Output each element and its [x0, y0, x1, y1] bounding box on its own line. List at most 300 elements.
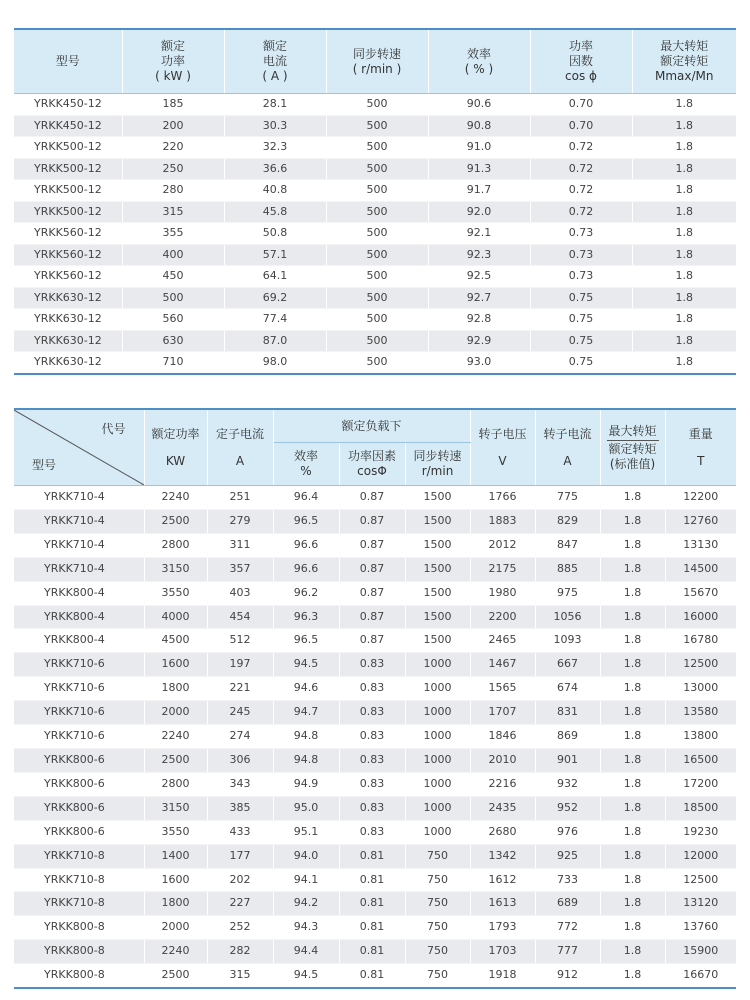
table-header-row	[14, 29, 736, 94]
table-row	[14, 533, 736, 557]
cell-torque-ratio: 1.8	[632, 244, 736, 266]
cell-rotor-current: 952	[535, 796, 600, 820]
motor-spec-table-multi-pole	[14, 408, 736, 989]
cell-current: 28.1	[224, 94, 326, 116]
cell-power-factor: 0.75	[530, 330, 632, 352]
cell-rotor-current: 869	[535, 725, 600, 749]
cell-model: YRKK800-6	[14, 796, 144, 820]
cell-stator-current: 343	[207, 772, 273, 796]
cell-torque-ratio: 1.8	[600, 964, 665, 988]
cell-model: YRKK710-8	[14, 844, 144, 868]
cell-efficiency: 92.7	[428, 287, 530, 309]
cell-torque-ratio: 1.8	[600, 653, 665, 677]
cell-power: 710	[122, 352, 224, 374]
table-row	[14, 581, 736, 605]
cell-power-factor: 0.83	[339, 701, 405, 725]
cell-torque-ratio: 1.8	[600, 796, 665, 820]
table-body	[14, 94, 736, 374]
header-torque-ratio: 最大转矩 额定转矩 Mmax/Mn	[632, 29, 736, 94]
cell-model: YRKK710-4	[14, 557, 144, 581]
cell-speed: 500	[326, 266, 428, 288]
cell-stator-current: 311	[207, 533, 273, 557]
cell-rotor-voltage: 1918	[470, 964, 535, 988]
cell-rotor-current: 772	[535, 916, 600, 940]
cell-rotor-voltage: 1467	[470, 653, 535, 677]
table-row	[14, 964, 736, 988]
cell-power: 220	[122, 137, 224, 159]
cell-rotor-current: 975	[535, 581, 600, 605]
cell-model: YRKK800-4	[14, 605, 144, 629]
cell-power-factor: 0.72	[530, 201, 632, 223]
table-row	[14, 201, 736, 223]
cell-efficiency: 96.6	[273, 557, 339, 581]
cell-stator-current: 252	[207, 916, 273, 940]
header-model: 型号	[14, 29, 122, 94]
table-row	[14, 309, 736, 331]
cell-stator-current: 433	[207, 820, 273, 844]
cell-model: YRKK800-8	[14, 916, 144, 940]
cell-rotor-voltage: 2200	[470, 605, 535, 629]
table-row	[14, 223, 736, 245]
cell-weight: 12760	[665, 509, 736, 533]
cell-speed: 1000	[405, 772, 470, 796]
cell-rotor-current: 1093	[535, 629, 600, 653]
cell-speed: 500	[326, 287, 428, 309]
cell-power-factor: 0.70	[530, 115, 632, 137]
table-row	[14, 677, 736, 701]
cell-power: 1400	[144, 844, 207, 868]
cell-power-factor: 0.87	[339, 509, 405, 533]
cell-power-factor: 0.70	[530, 94, 632, 116]
cell-rotor-voltage: 1707	[470, 701, 535, 725]
cell-efficiency: 94.3	[273, 916, 339, 940]
cell-speed: 500	[326, 137, 428, 159]
cell-rotor-voltage: 1766	[470, 486, 535, 510]
cell-torque-ratio: 1.8	[600, 748, 665, 772]
cell-current: 40.8	[224, 180, 326, 202]
cell-rotor-voltage: 2175	[470, 557, 535, 581]
cell-weight: 16670	[665, 964, 736, 988]
cell-speed: 1500	[405, 486, 470, 510]
cell-power: 3550	[144, 820, 207, 844]
cell-weight: 17200	[665, 772, 736, 796]
motor-spec-table-12-pole	[14, 28, 736, 375]
cell-model: YRKK710-8	[14, 868, 144, 892]
cell-speed: 500	[326, 180, 428, 202]
table-row	[14, 772, 736, 796]
cell-current: 36.6	[224, 158, 326, 180]
cell-speed: 1500	[405, 533, 470, 557]
cell-power-factor: 0.87	[339, 605, 405, 629]
header-rotor-current: 转子电流 A	[535, 409, 600, 486]
cell-model: YRKK560-12	[14, 244, 122, 266]
table-body	[14, 486, 736, 989]
cell-torque-ratio: 1.8	[632, 330, 736, 352]
cell-model: YRKK710-4	[14, 533, 144, 557]
cell-torque-ratio: 1.8	[600, 701, 665, 725]
table-row	[14, 244, 736, 266]
cell-stator-current: 385	[207, 796, 273, 820]
table-row	[14, 509, 736, 533]
cell-power: 4000	[144, 605, 207, 629]
cell-rotor-voltage: 1342	[470, 844, 535, 868]
cell-model: YRKK800-6	[14, 820, 144, 844]
cell-rotor-current: 689	[535, 892, 600, 916]
cell-power-factor: 0.73	[530, 244, 632, 266]
cell-model: YRKK450-12	[14, 115, 122, 137]
cell-stator-current: 177	[207, 844, 273, 868]
cell-weight: 13120	[665, 892, 736, 916]
cell-efficiency: 94.9	[273, 772, 339, 796]
cell-power-factor: 0.87	[339, 629, 405, 653]
cell-stator-current: 274	[207, 725, 273, 749]
cell-power-factor: 0.72	[530, 180, 632, 202]
cell-torque-ratio: 1.8	[600, 844, 665, 868]
cell-speed: 750	[405, 940, 470, 964]
cell-power: 2000	[144, 701, 207, 725]
cell-weight: 16780	[665, 629, 736, 653]
cell-power: 500	[122, 287, 224, 309]
cell-speed: 750	[405, 964, 470, 988]
cell-power-factor: 0.81	[339, 964, 405, 988]
table-row	[14, 892, 736, 916]
cell-rotor-current: 777	[535, 940, 600, 964]
cell-rotor-current: 667	[535, 653, 600, 677]
cell-power-factor: 0.75	[530, 287, 632, 309]
cell-rotor-voltage: 2435	[470, 796, 535, 820]
cell-power: 2800	[144, 772, 207, 796]
cell-rotor-voltage: 1703	[470, 940, 535, 964]
cell-weight: 14500	[665, 557, 736, 581]
cell-efficiency: 92.9	[428, 330, 530, 352]
cell-torque-ratio: 1.8	[600, 629, 665, 653]
table-header-row	[14, 409, 736, 443]
cell-current: 64.1	[224, 266, 326, 288]
cell-power: 560	[122, 309, 224, 331]
cell-torque-ratio: 1.8	[632, 94, 736, 116]
cell-speed: 1500	[405, 581, 470, 605]
cell-torque-ratio: 1.8	[600, 916, 665, 940]
cell-efficiency: 94.0	[273, 844, 339, 868]
cell-efficiency: 95.1	[273, 820, 339, 844]
table-row	[14, 725, 736, 749]
cell-speed: 1000	[405, 653, 470, 677]
cell-torque-ratio: 1.8	[632, 287, 736, 309]
table-row	[14, 330, 736, 352]
cell-power: 2240	[144, 940, 207, 964]
cell-current: 30.3	[224, 115, 326, 137]
cell-power-factor: 0.75	[530, 352, 632, 374]
cell-weight: 13800	[665, 725, 736, 749]
cell-torque-ratio: 1.8	[600, 509, 665, 533]
cell-weight: 15900	[665, 940, 736, 964]
cell-efficiency: 94.1	[273, 868, 339, 892]
table-row	[14, 868, 736, 892]
cell-torque-ratio: 1.8	[600, 581, 665, 605]
header-sync-speed: 同步转速 ( r/min )	[326, 29, 428, 94]
cell-power: 1600	[144, 868, 207, 892]
cell-power: 250	[122, 158, 224, 180]
cell-torque-ratio: 1.8	[600, 677, 665, 701]
cell-rotor-voltage: 2680	[470, 820, 535, 844]
cell-power-factor: 0.81	[339, 892, 405, 916]
header-power-factor: 功率 因数 cos ϕ	[530, 29, 632, 94]
cell-power-factor: 0.87	[339, 486, 405, 510]
cell-efficiency: 92.0	[428, 201, 530, 223]
header-rotor-voltage: 转子电压 V	[470, 409, 535, 486]
cell-power: 1600	[144, 653, 207, 677]
cell-model: YRKK800-4	[14, 629, 144, 653]
cell-speed: 500	[326, 244, 428, 266]
cell-weight: 12000	[665, 844, 736, 868]
cell-model: YRKK800-6	[14, 748, 144, 772]
cell-model: YRKK560-12	[14, 266, 122, 288]
cell-model: YRKK500-12	[14, 158, 122, 180]
cell-power: 355	[122, 223, 224, 245]
table-row	[14, 158, 736, 180]
cell-power-factor: 0.83	[339, 772, 405, 796]
cell-power-factor: 0.83	[339, 820, 405, 844]
table-row	[14, 701, 736, 725]
table-row	[14, 796, 736, 820]
cell-current: 45.8	[224, 201, 326, 223]
cell-power-factor: 0.73	[530, 266, 632, 288]
cell-current: 50.8	[224, 223, 326, 245]
cell-power: 400	[122, 244, 224, 266]
table-row	[14, 629, 736, 653]
cell-speed: 1500	[405, 605, 470, 629]
cell-speed: 750	[405, 844, 470, 868]
cell-speed: 500	[326, 115, 428, 137]
cell-rotor-voltage: 2012	[470, 533, 535, 557]
cell-efficiency: 92.1	[428, 223, 530, 245]
cell-speed: 1500	[405, 509, 470, 533]
cell-stator-current: 512	[207, 629, 273, 653]
table-row	[14, 916, 736, 940]
cell-speed: 1500	[405, 629, 470, 653]
table-row	[14, 94, 736, 116]
header-code: 代号	[101, 422, 126, 436]
header-rated-power: 额定功率 KW	[144, 409, 207, 486]
cell-weight: 16500	[665, 748, 736, 772]
cell-rotor-current: 831	[535, 701, 600, 725]
cell-power-factor: 0.83	[339, 725, 405, 749]
cell-model: YRKK630-12	[14, 309, 122, 331]
table-row	[14, 820, 736, 844]
cell-rotor-voltage: 1980	[470, 581, 535, 605]
cell-weight: 15670	[665, 581, 736, 605]
cell-current: 87.0	[224, 330, 326, 352]
cell-model: YRKK500-12	[14, 137, 122, 159]
cell-model: YRKK800-6	[14, 772, 144, 796]
header-efficiency: 效率 ( % )	[428, 29, 530, 94]
cell-torque-ratio: 1.8	[600, 772, 665, 796]
cell-efficiency: 96.3	[273, 605, 339, 629]
table-row	[14, 266, 736, 288]
cell-current: 69.2	[224, 287, 326, 309]
header-sync-speed: 同步转速 r/min	[405, 443, 470, 486]
cell-power-factor: 0.73	[530, 223, 632, 245]
cell-model: YRKK800-8	[14, 940, 144, 964]
cell-speed: 1000	[405, 748, 470, 772]
cell-weight: 19230	[665, 820, 736, 844]
cell-stator-current: 357	[207, 557, 273, 581]
cell-efficiency: 91.0	[428, 137, 530, 159]
cell-weight: 16000	[665, 605, 736, 629]
cell-efficiency: 90.6	[428, 94, 530, 116]
cell-weight: 12500	[665, 653, 736, 677]
cell-efficiency: 92.8	[428, 309, 530, 331]
header-power-factor: 功率因素 cosΦ	[339, 443, 405, 486]
cell-speed: 500	[326, 223, 428, 245]
cell-weight: 13580	[665, 701, 736, 725]
cell-weight: 18500	[665, 796, 736, 820]
cell-rotor-current: 733	[535, 868, 600, 892]
cell-torque-ratio: 1.8	[600, 940, 665, 964]
cell-current: 98.0	[224, 352, 326, 374]
cell-rotor-current: 901	[535, 748, 600, 772]
cell-efficiency: 94.4	[273, 940, 339, 964]
cell-power: 185	[122, 94, 224, 116]
cell-rotor-voltage: 1612	[470, 868, 535, 892]
table-row	[14, 115, 736, 137]
header-code-model	[14, 409, 144, 486]
cell-power-factor: 0.87	[339, 581, 405, 605]
cell-rotor-voltage: 1565	[470, 677, 535, 701]
cell-efficiency: 96.4	[273, 486, 339, 510]
cell-speed: 750	[405, 916, 470, 940]
cell-model: YRKK710-8	[14, 892, 144, 916]
cell-efficiency: 91.3	[428, 158, 530, 180]
cell-stator-current: 306	[207, 748, 273, 772]
cell-speed: 1000	[405, 725, 470, 749]
cell-rotor-current: 925	[535, 844, 600, 868]
cell-current: 32.3	[224, 137, 326, 159]
cell-power-factor: 0.87	[339, 557, 405, 581]
cell-power: 3150	[144, 796, 207, 820]
cell-power: 4500	[144, 629, 207, 653]
cell-model: YRKK450-12	[14, 94, 122, 116]
cell-power: 3550	[144, 581, 207, 605]
cell-torque-ratio: 1.8	[632, 309, 736, 331]
cell-stator-current: 454	[207, 605, 273, 629]
cell-model: YRKK710-6	[14, 725, 144, 749]
cell-efficiency: 94.7	[273, 701, 339, 725]
cell-efficiency: 94.5	[273, 964, 339, 988]
cell-model: YRKK630-12	[14, 287, 122, 309]
cell-efficiency: 94.8	[273, 748, 339, 772]
cell-efficiency: 96.5	[273, 629, 339, 653]
cell-torque-ratio: 1.8	[600, 605, 665, 629]
cell-efficiency: 92.3	[428, 244, 530, 266]
cell-stator-current: 221	[207, 677, 273, 701]
cell-power-factor: 0.83	[339, 677, 405, 701]
cell-rotor-current: 912	[535, 964, 600, 988]
cell-power: 2500	[144, 964, 207, 988]
cell-power-factor: 0.81	[339, 916, 405, 940]
header-stator-current: 定子电流 A	[207, 409, 273, 486]
cell-efficiency: 96.5	[273, 509, 339, 533]
header-torque-ratio: 最大转矩 额定转矩 (标准值)	[600, 409, 665, 486]
cell-torque-ratio: 1.8	[632, 201, 736, 223]
cell-speed: 1000	[405, 677, 470, 701]
cell-power: 280	[122, 180, 224, 202]
cell-power: 2500	[144, 748, 207, 772]
cell-efficiency: 96.2	[273, 581, 339, 605]
cell-power: 2000	[144, 916, 207, 940]
cell-torque-ratio: 1.8	[632, 180, 736, 202]
cell-efficiency: 94.2	[273, 892, 339, 916]
header-rated-power: 额定 功率 ( kW )	[122, 29, 224, 94]
cell-power: 1800	[144, 677, 207, 701]
cell-speed: 1500	[405, 557, 470, 581]
cell-power: 2800	[144, 533, 207, 557]
cell-model: YRKK710-4	[14, 486, 144, 510]
cell-rotor-voltage: 1793	[470, 916, 535, 940]
cell-stator-current: 282	[207, 940, 273, 964]
cell-speed: 500	[326, 330, 428, 352]
cell-speed: 750	[405, 868, 470, 892]
cell-speed: 500	[326, 158, 428, 180]
cell-torque-ratio: 1.8	[600, 892, 665, 916]
cell-torque-ratio: 1.8	[600, 820, 665, 844]
cell-power: 3150	[144, 557, 207, 581]
cell-torque-ratio: 1.8	[600, 725, 665, 749]
header-model: 型号	[32, 458, 57, 472]
cell-stator-current: 403	[207, 581, 273, 605]
cell-model: YRKK630-12	[14, 352, 122, 374]
cell-model: YRKK800-8	[14, 964, 144, 988]
cell-torque-ratio: 1.8	[632, 266, 736, 288]
cell-model: YRKK630-12	[14, 330, 122, 352]
cell-efficiency: 91.7	[428, 180, 530, 202]
table-row	[14, 486, 736, 510]
cell-weight: 13760	[665, 916, 736, 940]
cell-weight: 12200	[665, 486, 736, 510]
cell-rotor-voltage: 2216	[470, 772, 535, 796]
cell-efficiency: 96.6	[273, 533, 339, 557]
cell-rotor-voltage: 2465	[470, 629, 535, 653]
cell-weight: 13000	[665, 677, 736, 701]
cell-weight: 13130	[665, 533, 736, 557]
cell-power: 2240	[144, 486, 207, 510]
header-efficiency: 效率 %	[273, 443, 339, 486]
table-row	[14, 605, 736, 629]
cell-power-factor: 0.81	[339, 868, 405, 892]
cell-power-factor: 0.83	[339, 748, 405, 772]
cell-power: 2500	[144, 509, 207, 533]
cell-rotor-voltage: 1613	[470, 892, 535, 916]
cell-efficiency: 93.0	[428, 352, 530, 374]
cell-efficiency: 90.8	[428, 115, 530, 137]
cell-rotor-voltage: 1846	[470, 725, 535, 749]
cell-efficiency: 94.5	[273, 653, 339, 677]
cell-rotor-current: 829	[535, 509, 600, 533]
cell-current: 57.1	[224, 244, 326, 266]
header-weight: 重量 T	[665, 409, 736, 486]
cell-power: 200	[122, 115, 224, 137]
cell-power-factor: 0.72	[530, 158, 632, 180]
cell-torque-ratio: 1.8	[600, 868, 665, 892]
cell-speed: 1000	[405, 796, 470, 820]
cell-model: YRKK710-4	[14, 509, 144, 533]
cell-stator-current: 227	[207, 892, 273, 916]
cell-model: YRKK500-12	[14, 201, 122, 223]
cell-stator-current: 251	[207, 486, 273, 510]
table-row	[14, 557, 736, 581]
cell-efficiency: 94.8	[273, 725, 339, 749]
cell-torque-ratio: 1.8	[600, 533, 665, 557]
